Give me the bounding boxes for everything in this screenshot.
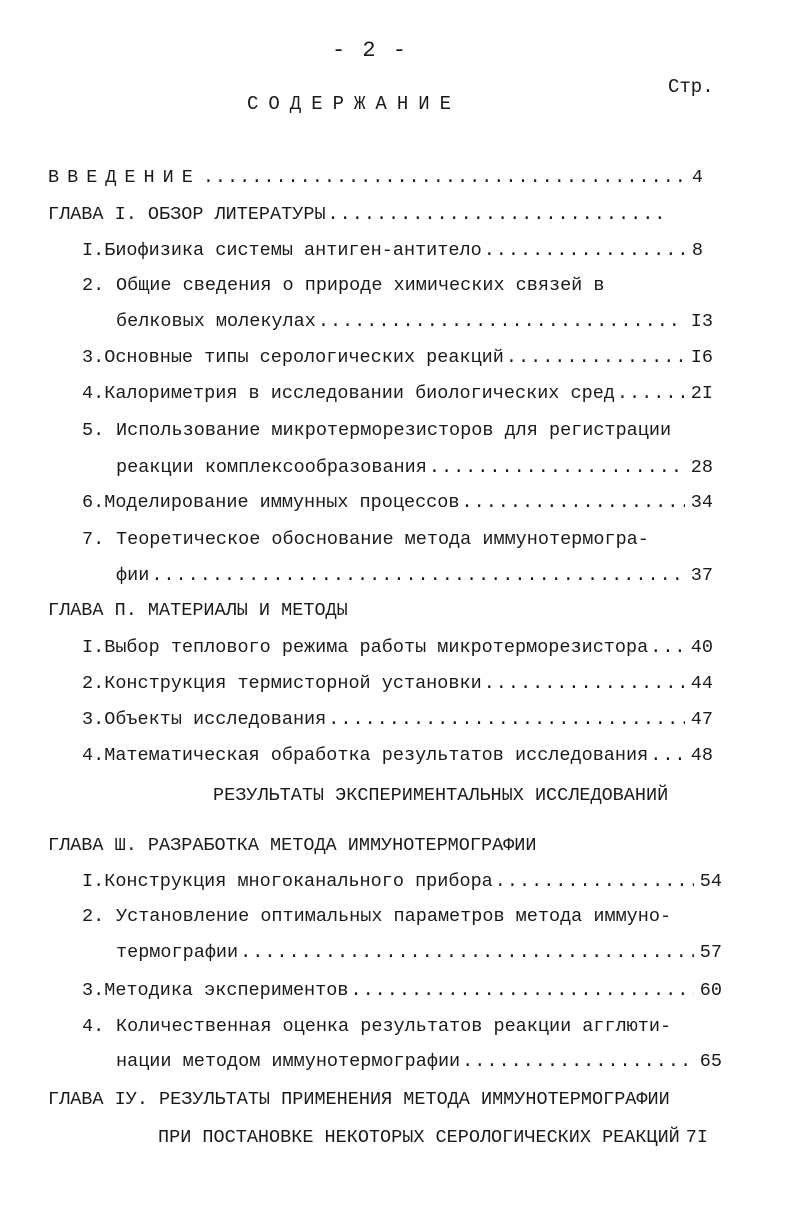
toc-chapter-1: [48, 202, 668, 228]
toc-entry-page: 47: [690, 709, 713, 730]
toc-entry-text: реакции комплексообразования: [116, 457, 427, 478]
toc-entry-3-3: [82, 978, 722, 1004]
toc-title: СОДЕРЖАНИЕ: [247, 93, 462, 115]
section-heading-results: РЕЗУЛЬТАТЫ ЭКСПЕРИМЕНТАЛЬНЫХ ИССЛЕДОВАНИЙ: [213, 785, 669, 806]
leader-dots: [350, 978, 693, 1004]
toc-entry-1-4: [82, 381, 713, 407]
leader-dots: [495, 869, 694, 895]
toc-entry-text: Теоретическое обоснование метода иммунотермогра-: [116, 529, 649, 550]
leader-dots: [462, 1049, 694, 1075]
toc-entry-page: 60: [699, 980, 722, 1001]
toc-chapter-3: [48, 833, 608, 859]
toc-chapter-text: ПРИ ПОСТАНОВКЕ НЕКОТОРЫХ СЕРОЛОГИЧЕСКИХ РЕАКЦИЙ: [158, 1127, 680, 1148]
toc-entry-number: 3.: [82, 347, 105, 368]
toc-entry-intro: [48, 165, 703, 191]
toc-entry-number: 5.: [82, 420, 105, 441]
toc-entry-number: 3.: [82, 980, 105, 1001]
toc-chapter-2: [48, 598, 448, 624]
toc-chapter-4: [48, 1087, 708, 1113]
toc-entry-page: 57: [699, 942, 722, 963]
page-column-label: Стр.: [668, 76, 714, 98]
toc-entry-3-4-cont: [116, 1049, 722, 1075]
toc-entry-text: Методика экспериментов: [104, 980, 349, 1001]
page-number: - 2 -: [332, 38, 409, 63]
toc-entry-text: Использование микротерморезисторов для регистрации: [116, 420, 672, 441]
toc-entry-number: 2.: [82, 275, 105, 296]
toc-entry-number: I.: [82, 240, 105, 261]
toc-chapter-text: ГЛАВА П. МАТЕРИАЛЫ И МЕТОДЫ: [48, 600, 348, 621]
leader-dots: [203, 165, 686, 191]
leader-dots: [240, 940, 694, 966]
toc-entry-text: фии: [116, 565, 150, 586]
toc-entry-page: 4: [691, 167, 703, 188]
toc-entry-text: Установление оптимальных параметров метода иммуно-: [116, 906, 672, 927]
toc-entry-1-3: [82, 345, 713, 371]
toc-entry-text: нации методом иммунотермографии: [116, 1051, 461, 1072]
toc-entry-2-3: [82, 707, 713, 733]
toc-chapter-text: ГЛАВА I. ОБЗОР ЛИТЕРАТУРЫ: [48, 204, 326, 225]
toc-entry-1-1: [82, 238, 703, 264]
toc-entry-text: Количественная оценка результатов реакции агглюти-: [116, 1016, 672, 1037]
toc-entry-text: термографии: [116, 942, 239, 963]
leader-dots: [328, 202, 668, 228]
toc-entry-text: ВВЕДЕНИЕ: [48, 167, 201, 188]
toc-chapter-text: ГЛАВА IУ. РЕЗУЛЬТАТЫ ПРИМЕНЕНИЯ МЕТОДА ИММУНОТЕРМОГРАФИИ: [48, 1089, 670, 1110]
toc-entry-number: 4.: [82, 1016, 105, 1037]
toc-entry-page: 65: [699, 1051, 722, 1072]
toc-entry-2-4: [82, 743, 713, 769]
toc-entry-text: Калориметрия в исследовании биологических сред: [104, 383, 615, 404]
toc-entry-number: I.: [82, 871, 105, 892]
toc-entry-text: белковых молекулах: [116, 311, 316, 332]
toc-entry-3-2: [82, 904, 713, 930]
toc-entry-text: Основные типы серологических реакций: [104, 347, 504, 368]
toc-entry-page: I3: [690, 311, 713, 332]
toc-entry-text: Моделирование иммунных процессов: [104, 492, 460, 513]
toc-entry-page: 34: [690, 492, 713, 513]
leader-dots: [484, 671, 685, 697]
toc-entry-page: 8: [691, 240, 703, 261]
toc-chapter-4-cont: [158, 1125, 728, 1151]
toc-entry-text: Биофизика системы антиген-антитело: [104, 240, 482, 261]
toc-entry-page: 48: [690, 745, 713, 766]
toc-entry-3-1: [82, 869, 722, 895]
toc-entry-page: 44: [690, 673, 713, 694]
toc-entry-1-5-cont: [116, 455, 713, 481]
toc-entry-text: Математическая обработка результатов исследования: [104, 745, 649, 766]
toc-entry-text: Объекты исследования: [104, 709, 327, 730]
toc-entry-number: 7.: [82, 529, 105, 550]
leader-dots: [506, 345, 685, 371]
leader-dots: [151, 563, 684, 589]
toc-entry-page: 37: [690, 565, 713, 586]
toc-entry-number: 4.: [82, 383, 105, 404]
leader-dots: [484, 238, 686, 264]
toc-entry-number: 4.: [82, 745, 105, 766]
toc-entry-2-2: [82, 671, 713, 697]
toc-entry-1-7-cont: [116, 563, 713, 589]
toc-chapter-text: ГЛАВА Ш. РАЗРАБОТКА МЕТОДА ИММУНОТЕРМОГРАФИИ: [48, 835, 537, 856]
leader-dots: [617, 381, 685, 407]
toc-entry-2-1: [82, 635, 713, 661]
toc-entry-number: 6.: [82, 492, 105, 513]
toc-entry-text: Конструкция термисторной установки: [104, 673, 482, 694]
toc-entry-page: 2I: [690, 383, 713, 404]
leader-dots: [328, 707, 685, 733]
toc-entry-3-2-cont: [116, 940, 722, 966]
toc-entry-number: 3.: [82, 709, 105, 730]
toc-entry-page: 28: [690, 457, 713, 478]
toc-entry-1-6: [82, 490, 713, 516]
toc-entry-1-5: [82, 418, 703, 444]
toc-entry-text: Выбор теплового режима работы микротерморезистора: [104, 637, 649, 658]
toc-entry-number: 2.: [82, 906, 105, 927]
leader-dots: [650, 635, 685, 661]
leader-dots: [318, 309, 685, 335]
leader-dots: [429, 455, 685, 481]
leader-dots: [650, 743, 685, 769]
toc-entry-page: 54: [699, 871, 722, 892]
toc-entry-text: Конструкция многоканального прибора: [104, 871, 493, 892]
toc-entry-text: Общие сведения о природе химических связей в: [116, 275, 605, 296]
leader-dots: [461, 490, 684, 516]
toc-entry-1-2-cont: [116, 309, 713, 335]
toc-entry-number: 2.: [82, 673, 105, 694]
toc-entry-3-4: [82, 1014, 713, 1040]
toc-entry-page: I6: [690, 347, 713, 368]
toc-entry-page: 7I: [685, 1127, 709, 1148]
toc-entry-1-7: [82, 527, 703, 553]
toc-entry-page: 40: [690, 637, 713, 658]
toc-entry-number: I.: [82, 637, 105, 658]
toc-entry-1-2: [82, 273, 703, 299]
